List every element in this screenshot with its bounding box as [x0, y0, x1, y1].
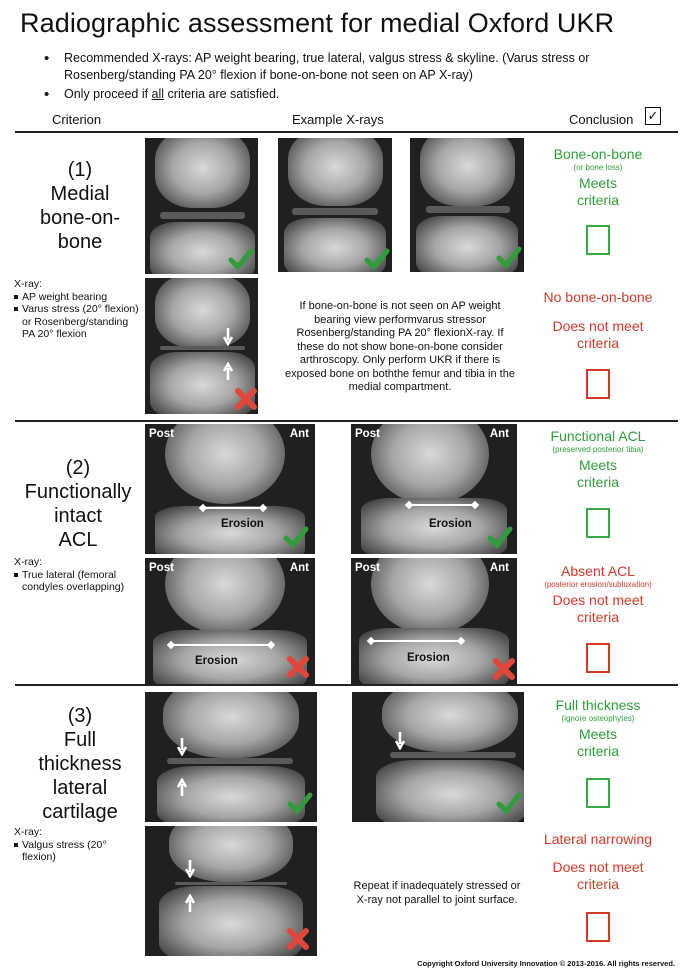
cross-mark-icon	[233, 386, 258, 412]
criterion-2-title: (2) Functionally intact ACL	[24, 457, 132, 551]
xray-image: Post Ant Erosion	[351, 424, 517, 554]
meets-criteria-checkbox[interactable]	[586, 778, 610, 808]
criterion-1-note: If bone-on-bone is not seen on AP weight bearing view performvarus stressor Rosenberg/standing PA 20° flexionX-ray. If these do not show bone-on-bone consider arthroscopy. Only perform UKR if there is exposed bone on boththe femur and tibia in the medial compartment.	[285, 300, 515, 393]
xray-image	[410, 138, 524, 272]
check-mark-icon	[228, 246, 254, 272]
criterion-1-title: (1) Medial bone-on- bone	[39, 159, 121, 253]
xray-image	[145, 138, 258, 274]
divider	[15, 684, 678, 686]
arrow-up-icon	[223, 362, 233, 380]
criterion-header: Criterion	[52, 112, 102, 127]
criterion-1-xray-note: X-ray: AP weight bearing Varus stress (20° flexion) or Rosenberg/standing PA 20° flexion	[14, 278, 139, 340]
bullet-criteria-rule: • Only proceed if all criteria are satisfied.	[40, 86, 670, 103]
check-mark-icon	[496, 244, 522, 270]
does-not-meet-checkbox[interactable]	[586, 369, 610, 399]
cross-mark-icon	[285, 654, 311, 680]
xray-image: Post Ant Erosion	[145, 558, 315, 684]
bullet-recommended-xrays: • Recommended X-rays: AP weight bearing, true lateral, valgus stress & skyline. (Varus stress or Rosenberg/standing PA 20° flexion if bone-on-bone not seen on AP X-ray)	[40, 50, 670, 84]
copyright: Copyright Oxford University Innovation © 2013-2016. All rights reserved.	[417, 959, 675, 968]
criterion-1-negative: No bone-on-bone Does not meet criteria	[543, 289, 653, 351]
xray-image	[145, 826, 317, 956]
does-not-meet-checkbox[interactable]	[586, 912, 610, 942]
does-not-meet-checkbox[interactable]	[586, 643, 610, 673]
checkbox-header-icon: ✓	[645, 107, 661, 125]
check-mark-icon	[283, 524, 309, 550]
divider	[15, 420, 678, 422]
criterion-3-xray-note: X-ray: Valgus stress (20° flexion)	[14, 826, 139, 864]
xray-image	[145, 692, 317, 822]
conclusion-header: Conclusion	[569, 112, 634, 127]
criterion-2-xray-note: X-ray: True lateral (femoral condyles overlapping)	[14, 556, 139, 594]
xray-image: Post Ant Erosion	[145, 424, 315, 554]
cross-mark-icon	[491, 656, 517, 682]
arrow-down-icon	[395, 732, 405, 750]
xray-image	[278, 138, 392, 272]
criterion-3-note: Repeat if inadequately stressed or X-ray not parallel to joint surface.	[353, 880, 521, 906]
check-mark-icon	[364, 246, 390, 272]
arrow-up-icon	[177, 778, 187, 796]
page-title: Radiographic assessment for medial Oxford UKR	[20, 8, 615, 38]
xray-image	[352, 692, 524, 822]
arrow-down-icon	[223, 328, 233, 346]
xray-image	[145, 278, 258, 414]
meets-criteria-checkbox[interactable]	[586, 508, 610, 538]
criterion-3-negative: Lateral narrowing Does not meet criteria	[543, 831, 653, 892]
examples-header: Example X-rays	[292, 112, 384, 127]
cross-mark-icon	[285, 926, 311, 952]
criterion-2-negative: Absent ACL (posterior erosion/subluxation) Does not meet criteria	[544, 563, 652, 625]
recommendations-list	[40, 50, 670, 105]
check-mark-icon	[487, 524, 513, 550]
divider	[15, 131, 678, 133]
meets-criteria-checkbox[interactable]	[586, 225, 610, 255]
check-mark-icon	[287, 790, 313, 816]
criterion-3-title: (3) Full thickness lateral cartilage	[38, 705, 122, 823]
check-mark-icon	[496, 790, 522, 816]
criterion-1-positive: Bone-on-bone (or bone loss) Meets criteria	[553, 146, 643, 208]
xray-image: Post Ant Erosion	[351, 558, 517, 684]
criterion-3-positive: Full thickness (ignore osteophytes) Meets criteria	[555, 697, 641, 759]
arrow-down-icon	[185, 860, 195, 878]
criterion-2-positive: Functional ACL (preserved posterior tibia) Meets criteria	[550, 428, 646, 490]
arrow-up-icon	[185, 894, 195, 912]
arrow-down-icon	[177, 738, 187, 756]
